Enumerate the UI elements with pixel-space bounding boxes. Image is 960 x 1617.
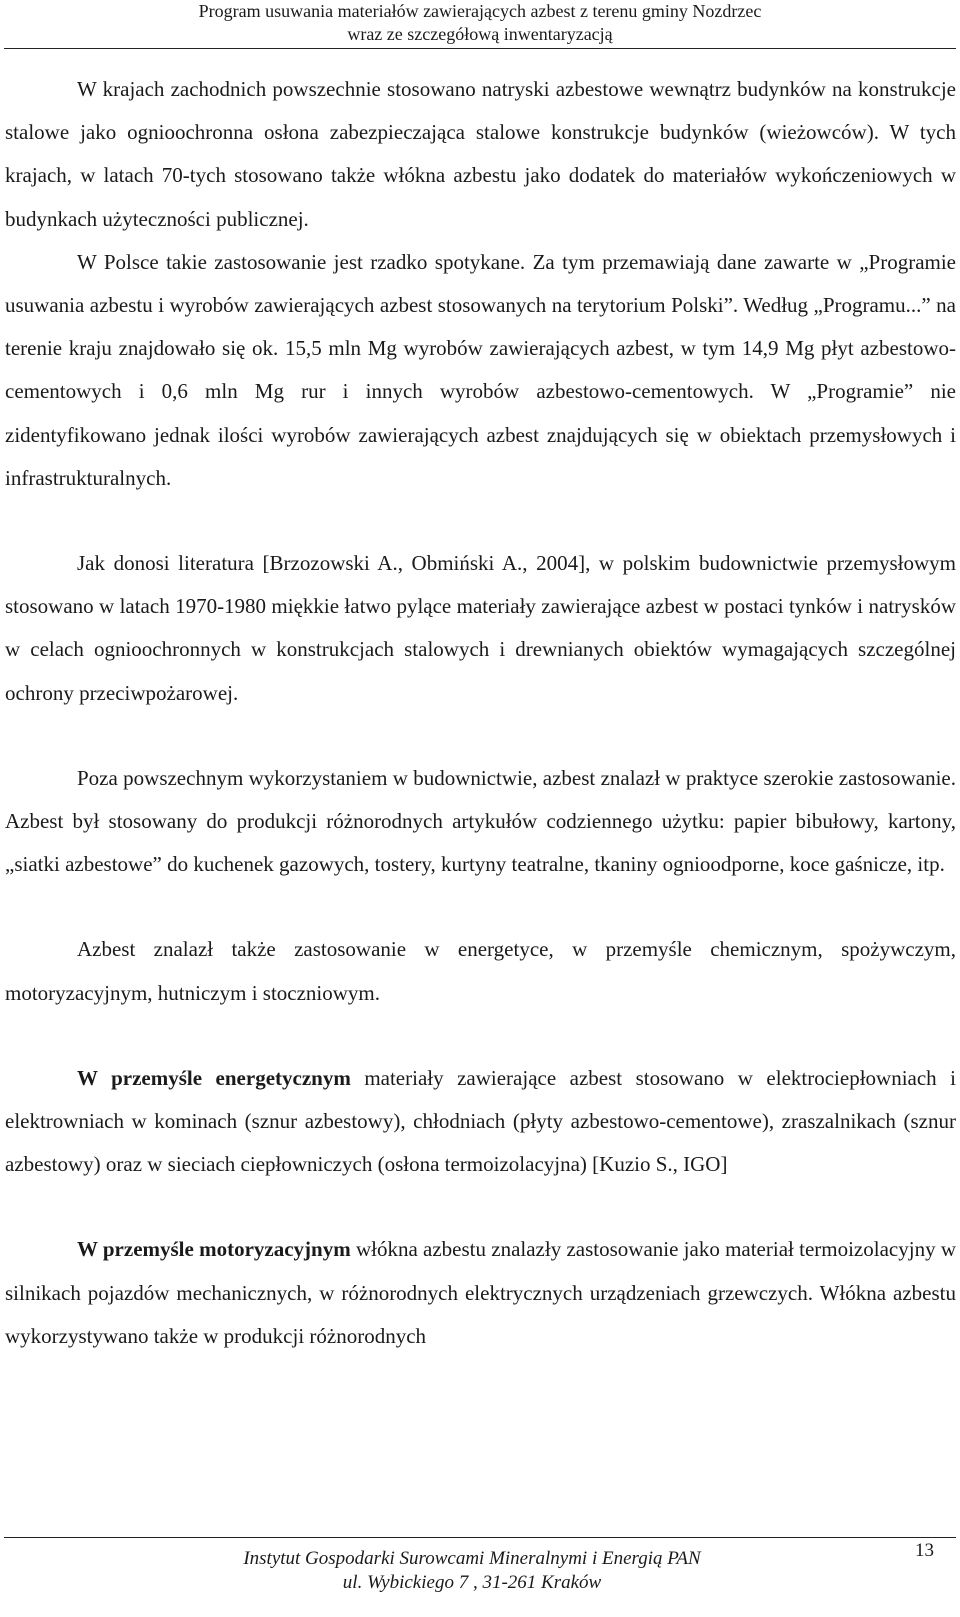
paragraph-industries: Azbest znalazł także zastosowanie w energetyce, w przemyśle chemicznym, spożywczym, motoryzacyjnym, hutniczym i stoczniowym. bbox=[5, 937, 956, 1005]
paragraph-spacer bbox=[5, 886, 956, 928]
energy-industry-text: materiały zawierające azbest stosowano w elektrociepłowniach i elektrowniach w kominach (sznur azbestowy), chłodniach (płyty azbestowo-cementowe), zraszalnikach (sznur azbestowy) oraz w sieciach ciepłowniczych (osłona termoizolacyjna) [Kuzio S., IGO] bbox=[5, 1065, 956, 1177]
automotive-industry-heading: W przemyśle motoryzacyjnym bbox=[77, 1237, 351, 1262]
automotive-industry-text: włókna azbestu znalazły zastosowanie jako materiał termoizolacyjny w silnikach pojazdów mechanicznych, w różnorodnych elektrycznych urządzeniach grzewczych. Włókna azbestu wykorzystywano także w produkcji różnorodnych bbox=[5, 1237, 956, 1348]
footer-institute: Instytut Gospodarki Surowcami Mineralnymi i Energią PAN bbox=[243, 1548, 701, 1569]
footer-address: ul. Wybickiego 7 , 31-261 Kraków bbox=[342, 1572, 602, 1593]
paragraph-automotive-industry bbox=[5, 1228, 956, 1358]
page-number: 13 bbox=[915, 1540, 934, 1561]
energy-industry-heading: W przemyśle energetycznym bbox=[77, 1065, 351, 1090]
header-title-line-1: Program usuwania materiałów zawierających azbest z terenu gminy Nozdrzec bbox=[198, 1, 762, 21]
paragraph-western-countries: W krajach zachodnich powszechnie stosowano natryski azbestowe wewnątrz budynków na konstrukcje stalowe jako ognioochronna osłona zabezpieczająca stalowe konstrukcje budynków (wieżowców). W tych krajach, w latach 70-tych stosowano także włókna azbestu jako dodatek do materiałów wykończeniowych w budynkach użyteczności publicznej. bbox=[5, 77, 956, 231]
paragraph-spacer bbox=[5, 1186, 956, 1228]
paragraph-everyday-uses: Poza powszechnym wykorzystaniem w budownictwie, azbest znalazł w praktyce szerokie zastosowanie. Azbest był stosowany do produkcji różnorodnych artykułów codziennego użytku: papier bibułowy, kartony, „siatki azbestowe” do kuchenek gazowych, tostery, kurtyny teatralne, tkaniny ognioodporne, koce gaśnicze, itp. bbox=[5, 765, 956, 877]
paragraph-spacer bbox=[5, 1015, 956, 1057]
paragraph-poland-program: W Polsce takie zastosowanie jest rzadko spotykane. Za tym przemawiają dane zawarte w „Programie usuwania azbestu i wyrobów zawierających azbest stosowanych na terytorium Polski”. Według „Programu...” na terenie kraju znajdowało się ok. 15,5 mln Mg wyrobów zawierających azbest, w tym 14,9 Mg płyt azbestowo-cementowych i 0,6 mln Mg rur i innych wyrobów azbestowo-cementowych. W „Programie” nie zidentyfikowano jednak ilości wyrobów zawierających azbest znajdujących się w obiektach przemysłowych i infrastrukturalnych. bbox=[5, 249, 956, 490]
paragraph-energy-industry bbox=[5, 1057, 956, 1187]
header-title-line-2: wraz ze szczegółową inwentaryzacją bbox=[347, 24, 613, 44]
paragraph-spacer bbox=[5, 715, 956, 757]
document-body bbox=[5, 68, 956, 1358]
paragraph-literature: Jak donosi literatura [Brzozowski A., Obmiński A., 2004], w polskim budownictwie przemysłowym stosowano w latach 1970-1980 miękkie łatwo pylące materiały zawierające azbest w postaci tynków i natrysków w celach ognioochronnych w konstrukcjach stalowych i drewnianych obiektów wymagających szczególnej ochrony przeciwpożarowej. bbox=[5, 551, 956, 705]
header-divider bbox=[4, 48, 956, 49]
paragraph-spacer bbox=[5, 500, 956, 542]
footer-divider bbox=[4, 1537, 956, 1538]
page-header bbox=[0, 0, 960, 46]
